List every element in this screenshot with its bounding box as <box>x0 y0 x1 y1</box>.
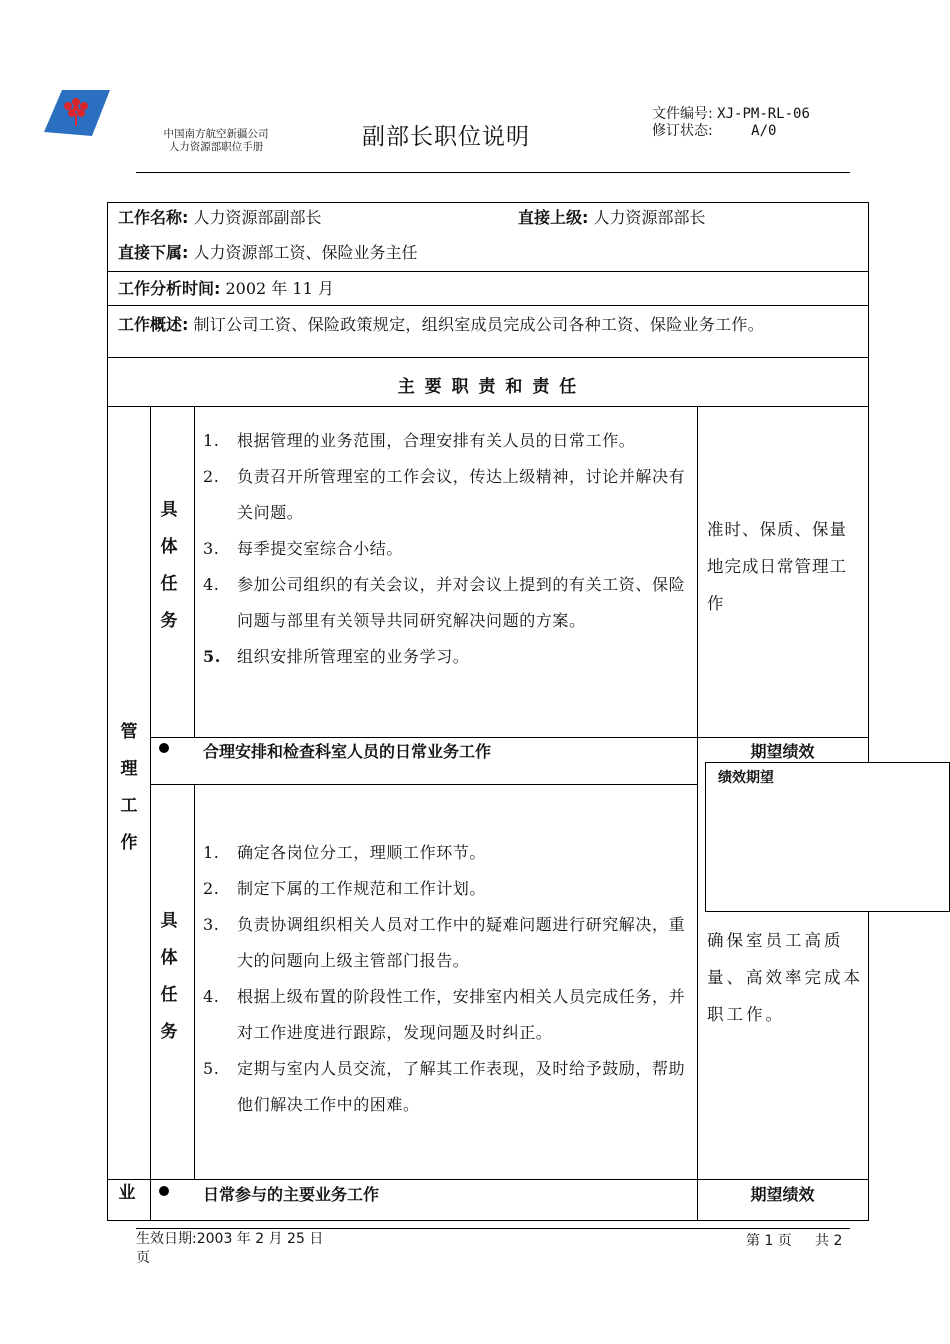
management-char: 管 <box>120 722 138 742</box>
bullet-icon <box>159 1186 169 1196</box>
task-label-char: 务 <box>160 611 178 631</box>
superior-value: 人力资源部部长 <box>593 208 706 227</box>
subordinate-label: 直接下属: <box>118 243 189 262</box>
analysis-time-row <box>118 276 334 299</box>
task-label-char: 体 <box>160 537 178 557</box>
effective-date <box>136 1230 323 1268</box>
list-item: 5. 组织安排所管理室的业务学习。 <box>203 647 470 666</box>
analysis-time-value: 2002 年 11 月 <box>225 279 334 298</box>
file-meta <box>652 106 810 140</box>
list-item: 4. 根据上级布置的阶段性工作，安排室内相关人员完成任务，并对工作进度进行跟踪，发现问题及时纠正。 <box>203 987 686 1042</box>
superior-row <box>518 205 706 228</box>
task-label-2 <box>154 903 184 1051</box>
subordinate-row <box>118 240 418 263</box>
management-char: 作 <box>120 833 138 853</box>
management-category <box>114 714 144 862</box>
list-item: 2. 制定下属的工作规范和工作计划。 <box>203 879 487 898</box>
job-name-row <box>118 205 322 228</box>
list-item: 1. 根据管理的业务范围，合理安排有关人员的日常工作。 <box>203 431 636 450</box>
analysis-time-label: 工作分析时间: <box>118 279 221 298</box>
list-item: 2. 负责召开所管理室的工作会议，传达上级精神，讨论并解决有关问题。 <box>203 467 686 522</box>
task-label-char: 具 <box>160 911 178 931</box>
superior-label: 直接上级: <box>518 208 589 227</box>
overview-label: 工作概述: <box>118 315 189 334</box>
footer-rule <box>136 1228 850 1229</box>
subordinate-value: 人力资源部工资、保险业务主任 <box>193 243 418 262</box>
overview-row <box>118 312 764 335</box>
job-name-label: 工作名称: <box>118 208 189 227</box>
task-label-1 <box>154 492 184 640</box>
list-item: 3. 负责协调组织相关人员对工作中的疑难问题进行研究解决，重大的问题向上级主管部门报告。 <box>203 915 686 970</box>
expectation-1: 准时、保质、保量地完成日常管理工作 <box>707 520 847 613</box>
task-list-1 <box>203 423 691 675</box>
file-number-value: XJ-PM-RL-06 <box>717 106 810 122</box>
page-number: 第 1 页 <box>746 1233 792 1249</box>
effective-date-wrap: 页 <box>136 1250 150 1266</box>
task-label-char: 体 <box>160 948 178 968</box>
business-expect-header: 期望绩效 <box>750 1185 815 1204</box>
bullet-icon <box>159 743 169 753</box>
effective-date-text: 生效日期:2003 年 2 月 25 日 <box>136 1231 324 1247</box>
expectation-2: 确保室员工高质量、高效率完成本职工作。 <box>707 931 863 1024</box>
task-list-2 <box>203 835 691 1123</box>
performance-expectation-label: 绩效期望 <box>718 770 774 786</box>
management-char: 工 <box>120 796 138 816</box>
page-total: 共 2 <box>815 1233 843 1249</box>
company-line-2: 人力资源部职位手册 <box>168 141 264 153</box>
task-label-char: 具 <box>160 500 178 520</box>
job-name-value: 人力资源部副部长 <box>193 208 322 227</box>
duty-2-title: 合理安排和检查科室人员的日常业务工作 <box>203 742 492 761</box>
management-char: 理 <box>120 759 138 779</box>
performance-expectation-box <box>705 762 950 912</box>
list-item: 5. 定期与室内人员交流，了解其工作表现，及时给予鼓励，帮助他们解决工作中的困难。 <box>203 1059 686 1114</box>
document-title: 副部长职位说明 <box>362 124 530 150</box>
list-item: 3. 每季提交室综合小结。 <box>203 539 404 558</box>
list-item: 1. 确定各岗位分工，理顺工作环节。 <box>203 843 487 862</box>
task-label-char: 任 <box>160 985 178 1005</box>
overview-value: 制订公司工资、保险政策规定，组织室成员完成公司各种工资、保险业务工作。 <box>193 315 765 334</box>
duty-2-expect-header: 期望绩效 <box>750 742 815 761</box>
business-category: 业 <box>118 1183 136 1203</box>
revision-label: 修订状态: <box>652 123 713 139</box>
list-item: 4. 参加公司组织的有关会议，并对会议上提到的有关工资、保险问题与部里有关领导共同研究解决问题的方案。 <box>203 575 686 630</box>
company-line-1: 中国南方航空新疆公司 <box>163 128 269 140</box>
file-number-label: 文件编号: <box>652 106 713 122</box>
company-name <box>118 128 314 154</box>
revision-value: A/0 <box>751 123 777 139</box>
task-label-char: 务 <box>160 1022 178 1042</box>
section-title: 主 要 职 责 和 责 任 <box>397 377 579 397</box>
business-duty-title: 日常参与的主要业务工作 <box>203 1185 380 1204</box>
task-label-char: 任 <box>160 574 178 594</box>
company-logo <box>42 88 110 138</box>
header-rule <box>136 172 850 173</box>
